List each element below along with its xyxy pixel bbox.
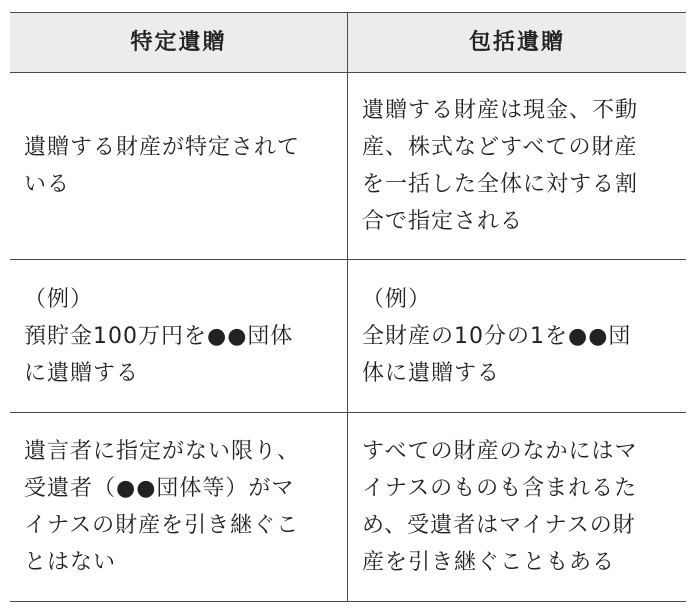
header-comprehensive-bequest: 包括遺贈 [348,13,686,72]
table-row [10,259,686,412]
table-header-row [10,13,686,72]
header-specific-bequest: 特定遺贈 [10,13,348,72]
comparison-table [10,12,686,602]
table-cell: すべての財産のなかにはマ イナスのものも含まれるた め、受遺者はマイナスの財 産を引き継ぐこともある [362,439,638,575]
table-cell: 遺贈する財産が特定されて いる [10,73,348,259]
table-cell: 遺贈する財産は現金、不動 産、株式などすべての財産 を一括した全体に対する割 合で指定される [362,98,639,234]
table-cell: （例） 全財産の10分の1を●●団 体に遺贈する [362,286,632,386]
table-row [10,72,686,259]
table-cell: 遺言者に指定がない限り、 受遺者（●●団体等）がマ イナスの財産を引き継ぐこ とはない [10,413,348,601]
table-row [10,412,686,601]
table-cell: （例） 預貯金100万円を●●団体 に遺贈する [10,260,348,412]
